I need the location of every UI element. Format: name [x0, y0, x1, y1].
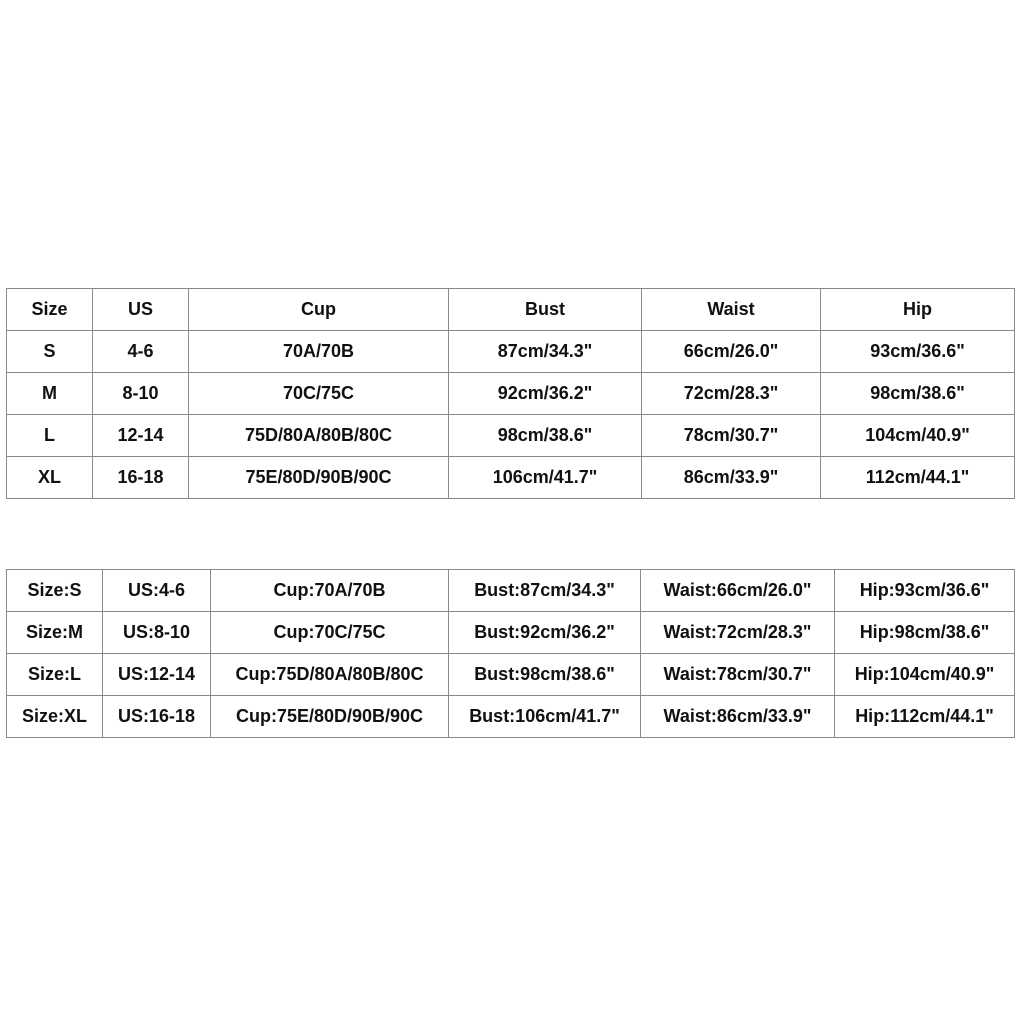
cell-us: US:12-14: [103, 654, 211, 696]
table-row: [7, 570, 1015, 612]
cell-bust: Bust:98cm/38.6": [449, 654, 641, 696]
cell-waist: 72cm/28.3": [642, 373, 821, 415]
cell-us: US:8-10: [103, 612, 211, 654]
table-row: [7, 696, 1015, 738]
header-bust: Bust: [449, 289, 642, 331]
cell-bust: 87cm/34.3": [449, 331, 642, 373]
cell-size: Size:M: [7, 612, 103, 654]
cell-waist: Waist:86cm/33.9": [641, 696, 835, 738]
cell-size: Size:S: [7, 570, 103, 612]
table-row: [7, 415, 1015, 457]
header-cup: Cup: [189, 289, 449, 331]
table-row: [7, 457, 1015, 499]
cell-size: L: [7, 415, 93, 457]
table-row: [7, 654, 1015, 696]
cell-waist: 66cm/26.0": [642, 331, 821, 373]
cell-waist: 78cm/30.7": [642, 415, 821, 457]
cell-hip: Hip:98cm/38.6": [835, 612, 1015, 654]
cell-hip: Hip:93cm/36.6": [835, 570, 1015, 612]
cell-us: 4-6: [93, 331, 189, 373]
cell-waist: Waist:78cm/30.7": [641, 654, 835, 696]
cell-cup: 70A/70B: [189, 331, 449, 373]
cell-cup: 75E/80D/90B/90C: [189, 457, 449, 499]
cell-bust: 106cm/41.7": [449, 457, 642, 499]
cell-size: S: [7, 331, 93, 373]
cell-waist: Waist:66cm/26.0": [641, 570, 835, 612]
table-row: [7, 373, 1015, 415]
table-header-row: [7, 289, 1015, 331]
cell-hip: 112cm/44.1": [821, 457, 1015, 499]
cell-bust: 98cm/38.6": [449, 415, 642, 457]
cell-cup: 70C/75C: [189, 373, 449, 415]
header-size: Size: [7, 289, 93, 331]
header-hip: Hip: [821, 289, 1015, 331]
cell-bust: Bust:106cm/41.7": [449, 696, 641, 738]
cell-us: 8-10: [93, 373, 189, 415]
cell-us: US:4-6: [103, 570, 211, 612]
cell-us: 12-14: [93, 415, 189, 457]
cell-us: US:16-18: [103, 696, 211, 738]
header-us: US: [93, 289, 189, 331]
cell-bust: Bust:92cm/36.2": [449, 612, 641, 654]
cell-hip: Hip:112cm/44.1": [835, 696, 1015, 738]
cell-bust: 92cm/36.2": [449, 373, 642, 415]
cell-cup: 75D/80A/80B/80C: [189, 415, 449, 457]
table-row: [7, 331, 1015, 373]
cell-hip: 104cm/40.9": [821, 415, 1015, 457]
header-waist: Waist: [642, 289, 821, 331]
cell-cup: Cup:70C/75C: [211, 612, 449, 654]
size-chart-labeled-table: [6, 569, 1015, 738]
cell-cup: Cup:75D/80A/80B/80C: [211, 654, 449, 696]
cell-size: Size:XL: [7, 696, 103, 738]
cell-waist: Waist:72cm/28.3": [641, 612, 835, 654]
cell-size: XL: [7, 457, 93, 499]
cell-size: Size:L: [7, 654, 103, 696]
cell-hip: Hip:104cm/40.9": [835, 654, 1015, 696]
cell-size: M: [7, 373, 93, 415]
table-row: [7, 612, 1015, 654]
cell-hip: 98cm/38.6": [821, 373, 1015, 415]
cell-us: 16-18: [93, 457, 189, 499]
cell-waist: 86cm/33.9": [642, 457, 821, 499]
cell-cup: Cup:70A/70B: [211, 570, 449, 612]
cell-cup: Cup:75E/80D/90B/90C: [211, 696, 449, 738]
cell-hip: 93cm/36.6": [821, 331, 1015, 373]
cell-bust: Bust:87cm/34.3": [449, 570, 641, 612]
size-chart-table: [6, 288, 1015, 499]
